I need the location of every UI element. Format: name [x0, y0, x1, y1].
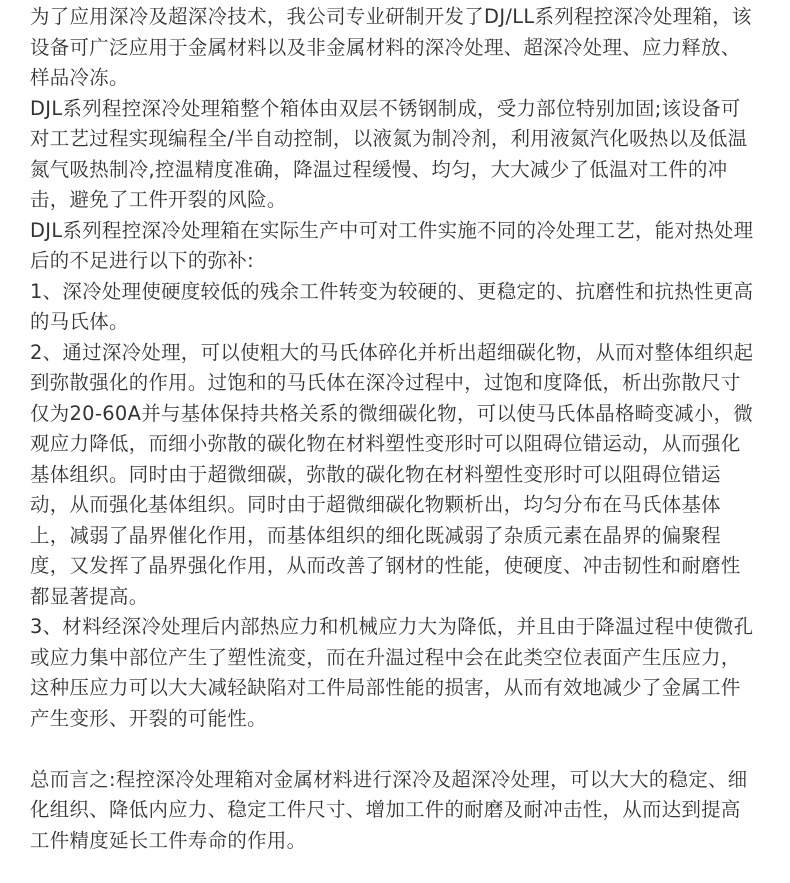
paragraph-applications: DJL系列程控深冷处理箱在实际生产中可对工件实施不同的冷处理工艺，能对热处理后的不足进行以下的弥补:: [30, 218, 754, 272]
paragraph-point-1: 1、深冷处理使硬度较低的残余工件转变为较硬的、更稳定的、抗磨性和抗热性更高的马氏体。: [30, 279, 754, 333]
paragraph-intro: 为了应用深冷及超深冷技术，我公司专业研制开发了DJ/LL系列程控深冷处理箱，该设备可广泛应用于金属材料以及非金属材料的深冷处理、超深冷处理、应力释放、样品冷冻。: [30, 5, 752, 89]
paragraph-summary: 总而言之:程控深冷处理箱对金属材料进行深冷及超深冷处理，可以大大的稳定、细化组织、降低内应力、稳定工件尺寸、增加工件的耐磨及耐冲击性，从而达到提高工件精度延长工件寿命的作用。: [30, 767, 748, 852]
paragraph-spacer: [30, 734, 760, 765]
paragraph-construction: DJL系列程控深冷处理箱整个箱体由双层不锈钢制成，受力部位特别加固;该设备可对工艺过程实现编程全/半自动控制，以液氮为制冷剂，利用液氮汽化吸热以及低温氮气吸热制冷,控温精度准确，降温过程缓慢、均匀，大大减少了低温对工件的冲击，避免了工件开裂的风险。: [30, 96, 748, 211]
paragraph-point-2: 2、通过深冷处理，可以使粗大的马氏体碎化并析出超细碳化物，从而对整体组织起到弥散强化的作用。过饱和的马氏体在深冷过程中，过饱和度降低，析出弥散尺寸仅为20-60A并与基体保持共格关系的微细碳化物，可以使马氏体晶格畸变减小，微观应力降低，而细小弥散的碳化物在材料塑性变形时可以阻碍位错运动，从而强化基体组织。同时由于超微细碳，弥散的碳化物在材料塑性变形时可以阻碍位错运动，从而强化基体组织。同时由于超微细碳化物颗析出，均匀分布在马氏体基体上，减弱了晶界催化作用，而基体组织的细化既减弱了杂质元素在晶界的偏聚程度，又发挥了晶界强化作用，从而改善了钢材的性能，使硬度、冲击韧性和耐磨性都显著提高。: [30, 340, 754, 608]
paragraph-point-3: 3、材料经深冷处理后内部热应力和机械应力大为降低，并且由于降温过程中使微孔或应力集中部位产生了塑性流变，而在升温过程中会在此类空位表面产生压应力，这种压应力可以大大减轻缺陷对工件局部性能的损害，从而有效地减少了金属工件产生变形、开裂的可能性。: [30, 615, 754, 730]
